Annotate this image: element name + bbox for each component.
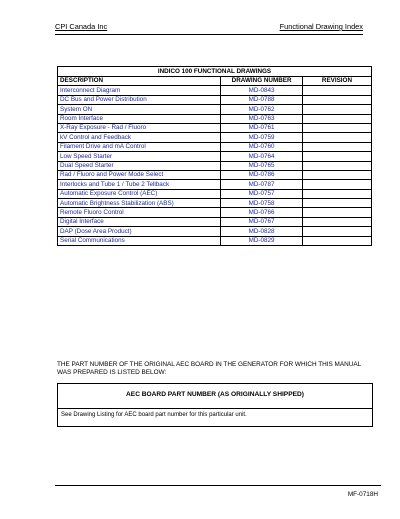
- drawing-number: MD-0759: [221, 133, 303, 142]
- aec-part-number-box: [57, 383, 373, 427]
- drawing-description: kV Control and Feedback: [58, 133, 221, 142]
- drawing-description: X-Ray Exposure - Rad / Fluoro: [58, 123, 221, 132]
- drawing-revision: [302, 86, 371, 95]
- column-header-drawing-number: DRAWING NUMBER: [221, 77, 303, 86]
- table-row: [58, 170, 372, 179]
- table-row: [58, 133, 372, 142]
- document-title: Functional Drawing Index: [279, 22, 363, 31]
- drawing-revision: [302, 133, 371, 142]
- column-header-description: DESCRIPTION: [58, 77, 221, 86]
- drawing-revision: [302, 123, 371, 132]
- drawing-number: MD-0765: [221, 161, 303, 170]
- drawing-revision: [302, 170, 371, 179]
- table-row: [58, 142, 372, 151]
- drawing-revision: [302, 180, 371, 189]
- drawing-number: MD-0788: [221, 95, 303, 104]
- drawing-number: MD-0786: [221, 170, 303, 179]
- drawing-number: MD-0758: [221, 199, 303, 208]
- table-body: [58, 86, 372, 246]
- drawing-description: DAP (Dose Area Product): [58, 227, 221, 236]
- aec-box-text: See Drawing Listing for AEC board part number for this particular unit.: [61, 412, 247, 418]
- table-row: [58, 217, 372, 226]
- table-header-row: [58, 77, 372, 86]
- table-row: [58, 227, 372, 236]
- drawing-description: Low Speed Starter: [58, 152, 221, 161]
- drawing-revision: [302, 114, 371, 123]
- drawing-description: Digital Interface: [58, 217, 221, 226]
- drawing-description: Remote Fluoro Control: [58, 208, 221, 217]
- aec-note: THE PART NUMBER OF THE ORIGINAL AEC BOARD IN THE GENERATOR FOR WHICH THIS MANUAL WAS PREPARED IS LISTED BELOW:: [57, 361, 361, 376]
- drawing-description: Dual Speed Starter: [58, 161, 221, 170]
- drawing-number: MD-0829: [221, 236, 303, 245]
- drawing-number: MD-0787: [221, 180, 303, 189]
- functional-drawings-table: [57, 66, 372, 246]
- page-header: [55, 22, 363, 35]
- aec-box-title: AEC BOARD PART NUMBER (AS ORIGINALLY SHIPPED): [58, 384, 372, 409]
- drawing-number: MD-0757: [221, 189, 303, 198]
- table-row: [58, 114, 372, 123]
- drawing-number: MD-0760: [221, 142, 303, 151]
- drawing-number: MD-0828: [221, 227, 303, 236]
- table-row: [58, 123, 372, 132]
- drawing-revision: [302, 189, 371, 198]
- column-header-revision: REVISION: [302, 77, 371, 86]
- footer-divider: [55, 485, 381, 486]
- drawing-number: MD-0762: [221, 105, 303, 114]
- table-row: [58, 180, 372, 189]
- drawing-number: MD-0767: [221, 217, 303, 226]
- drawing-description: Automatic Brightness Stabilization (ABS): [58, 199, 221, 208]
- drawing-description: Serial Communications: [58, 236, 221, 245]
- company-name: CPI Canada Inc: [55, 22, 108, 31]
- drawing-description: Automatic Exposure Control (AEC): [58, 189, 221, 198]
- drawing-number: MD-0764: [221, 152, 303, 161]
- table-row: [58, 152, 372, 161]
- table-row: [58, 236, 372, 245]
- drawing-number: MD-0766: [221, 208, 303, 217]
- table-row: [58, 95, 372, 104]
- drawing-revision: [302, 105, 371, 114]
- table-title: INDICO 100 FUNCTIONAL DRAWINGS: [58, 67, 372, 77]
- table-row: [58, 105, 372, 114]
- drawing-number: MD-0763: [221, 114, 303, 123]
- drawing-revision: [302, 152, 371, 161]
- table-row: [58, 199, 372, 208]
- drawing-description: Rad / Fluoro and Power Mode Select: [58, 170, 221, 179]
- table-row: [58, 86, 372, 95]
- drawing-description: DC Bus and Power Distribution: [58, 95, 221, 104]
- drawing-description: System ON: [58, 105, 221, 114]
- drawing-description: Interlocks and Tube 1 / Tube 2 Tellback: [58, 180, 221, 189]
- drawing-revision: [302, 217, 371, 226]
- drawing-revision: [302, 199, 371, 208]
- document-code: MF-0718H: [347, 491, 378, 498]
- drawing-revision: [302, 236, 371, 245]
- drawing-revision: [302, 142, 371, 151]
- table-row: [58, 208, 372, 217]
- drawing-revision: [302, 208, 371, 217]
- table-title-row: [58, 67, 372, 77]
- drawing-revision: [302, 227, 371, 236]
- drawing-number: MD-0761: [221, 123, 303, 132]
- table-row: [58, 189, 372, 198]
- table-row: [58, 161, 372, 170]
- drawing-revision: [302, 95, 371, 104]
- drawing-description: Interconnect Diagram: [58, 86, 221, 95]
- drawing-revision: [302, 161, 371, 170]
- drawing-description: Filament Drive and mA Control: [58, 142, 221, 151]
- drawing-number: MD-0843: [221, 86, 303, 95]
- drawing-description: Room Interface: [58, 114, 221, 123]
